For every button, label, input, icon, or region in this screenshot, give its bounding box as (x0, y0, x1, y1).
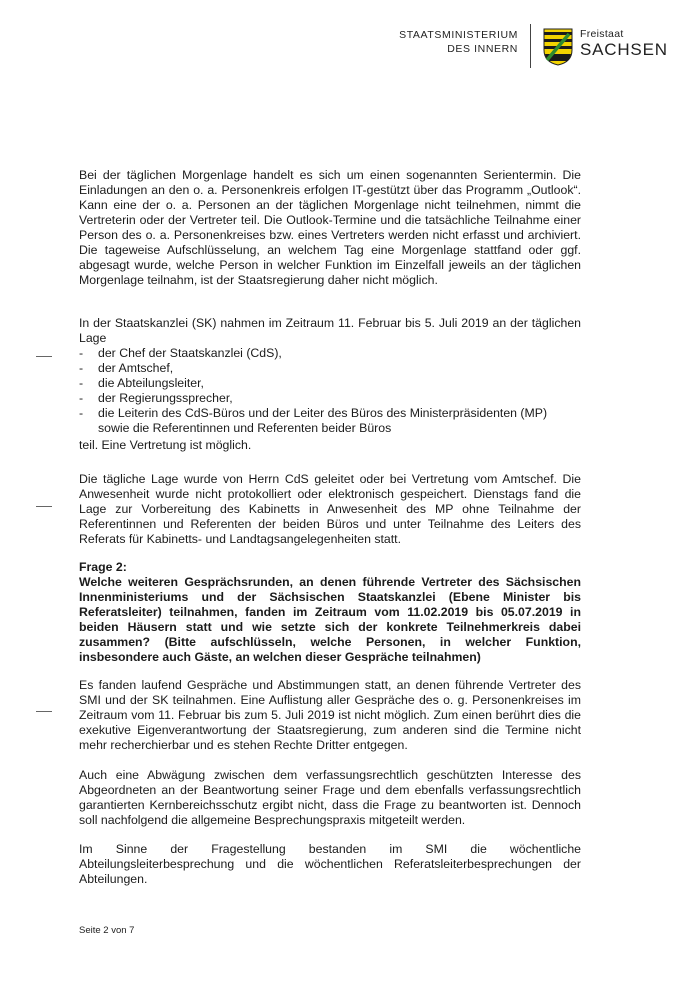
brand-state-label: Freistaat (580, 28, 624, 40)
margin-mark (36, 356, 52, 357)
question-label: Frage 2: (79, 560, 127, 574)
paragraph-tagliche-lage: Die tägliche Lage wurde von Herrn CdS geleitet oder bei Vertretung vom Amtschef. Die Anwesenheit wurde nicht protokolliert oder elektronisch gespeichert. Dienstags fand die Lage zur Vorbereitung des Kabinetts in Anwesenheit des MP ohne Teilnahme der Referentinnen und Referenten der beiden Büros und unter Teilnahme des Leiters des Referats für Kabinetts- und Landtagsangelegenheiten statt. (79, 472, 581, 546)
list-item: - der Chef der Staatskanzlei (CdS), (79, 346, 282, 360)
question-text: Welche weiteren Gesprächsrunden, an denen führende Vertreter des Sächsischen Innenministeriums und der Sächsischen Staatskanzlei (Ebene Minister bis Referatsleiter) teilnahmen, fanden im Zeitraum vom 11.02.2019 bis 05.07.2019 in beiden Häusern statt und wie setzte sich der konkrete Teilnehmerkreis dabei zusammen? (Bitte aufschlüsseln, welche Personen, in welcher Funktion, insbesondere auch Gäste, an welchen dieser Gespräche teilnahmen) (79, 575, 581, 664)
brand-name: SACHSEN (580, 40, 668, 59)
page-number: Seite 2 von 7 (79, 925, 135, 936)
participants-list (79, 346, 581, 436)
margin-mark (36, 506, 52, 507)
margin-mark (36, 711, 52, 712)
saxony-coat-of-arms-icon (543, 28, 573, 66)
paragraph-morgenlage: Bei der täglichen Morgenlage handelt es sich um einen sogenannten Serientermin. Die Einladungen an den o. a. Personenkreis erfolgen IT-gestützt über das Programm „Outlook“. Kann eine der o. a. Personen an der täglichen Morgenlage nicht teilnehmen, nimmt die Vertreterin oder der Vertreter teil. Die Outlook-Termine und die tatsächliche Teilnahme einer Person des o. a. Personenkreises bzw. eines Vertreters werden nicht erfasst und archiviert. Die tageweise Aufschlüsselung, an welchem Tag eine Morgenlage stattfand oder ggf. abgesagt wurde, welche Person in welcher Funktion im Einzelfall jeweils an der täglichen Morgenlage teilnahm, ist der Staatsregierung daher nicht möglich. (79, 168, 581, 287)
paragraph-besprechungen: Im Sinne der Fragestellung bestanden im SMI die wöchentliche Abteilungsleiterbesprechung und die wöchentlichen Referatsleiterbesprechungen der Abteilungen. (79, 842, 581, 886)
header-divider (530, 24, 531, 68)
paragraph-gespraeche: Es fanden laufend Gespräche und Abstimmungen statt, an denen führende Vertreter des SMI und der SK teilnahmen. Eine Auflistung aller Gespräche des o. g. Personenkreises im Zeitraum vom 11. Februar bis zum 5. Juli 2019 ist nicht möglich. Zum einen berührt dies die exekutive Eigenverantwortung der Staatsregierung, zum anderen sind die Termine nicht mehr recherchierbar und es stehen Rechte Dritter entgegen. (79, 678, 581, 752)
list-item: - der Regierungssprecher, (79, 391, 233, 405)
paragraph-staatskanzlei-outro: teil. Eine Vertretung ist möglich. (79, 438, 252, 452)
ministry-line-2: DES INNERN (447, 43, 518, 55)
list-item: - der Amtschef, (79, 361, 174, 375)
ministry-line-1: STAATSMINISTERIUM (399, 29, 518, 41)
paragraph-staatskanzlei-intro: In der Staatskanzlei (SK) nahmen im Zeitraum 11. Februar bis 5. Juli 2019 an der täglichen Lage (79, 316, 581, 345)
list-item: - die Leiterin des CdS-Büros und der Leiter des Büros des Ministerpräsidenten (MP) sowie die Referentinnen und Referenten beider Büros (79, 406, 548, 435)
brand-wordmark (580, 28, 668, 60)
ministry-name (399, 28, 518, 56)
paragraph-abwaegung: Auch eine Abwägung zwischen dem verfassungsrechtlich geschützten Interesse des Abgeordneten an der Beantwortung seiner Frage und dem ebenfalls verfassungsrechtlich garantierten Kernbereichsschutz ergibt nicht, dass die Frage zu beantworten ist. Dennoch soll nachfolgend die allgemeine Besprechungspraxis mitgeteilt werden. (79, 768, 581, 827)
list-item: - die Abteilungsleiter, (79, 376, 204, 390)
